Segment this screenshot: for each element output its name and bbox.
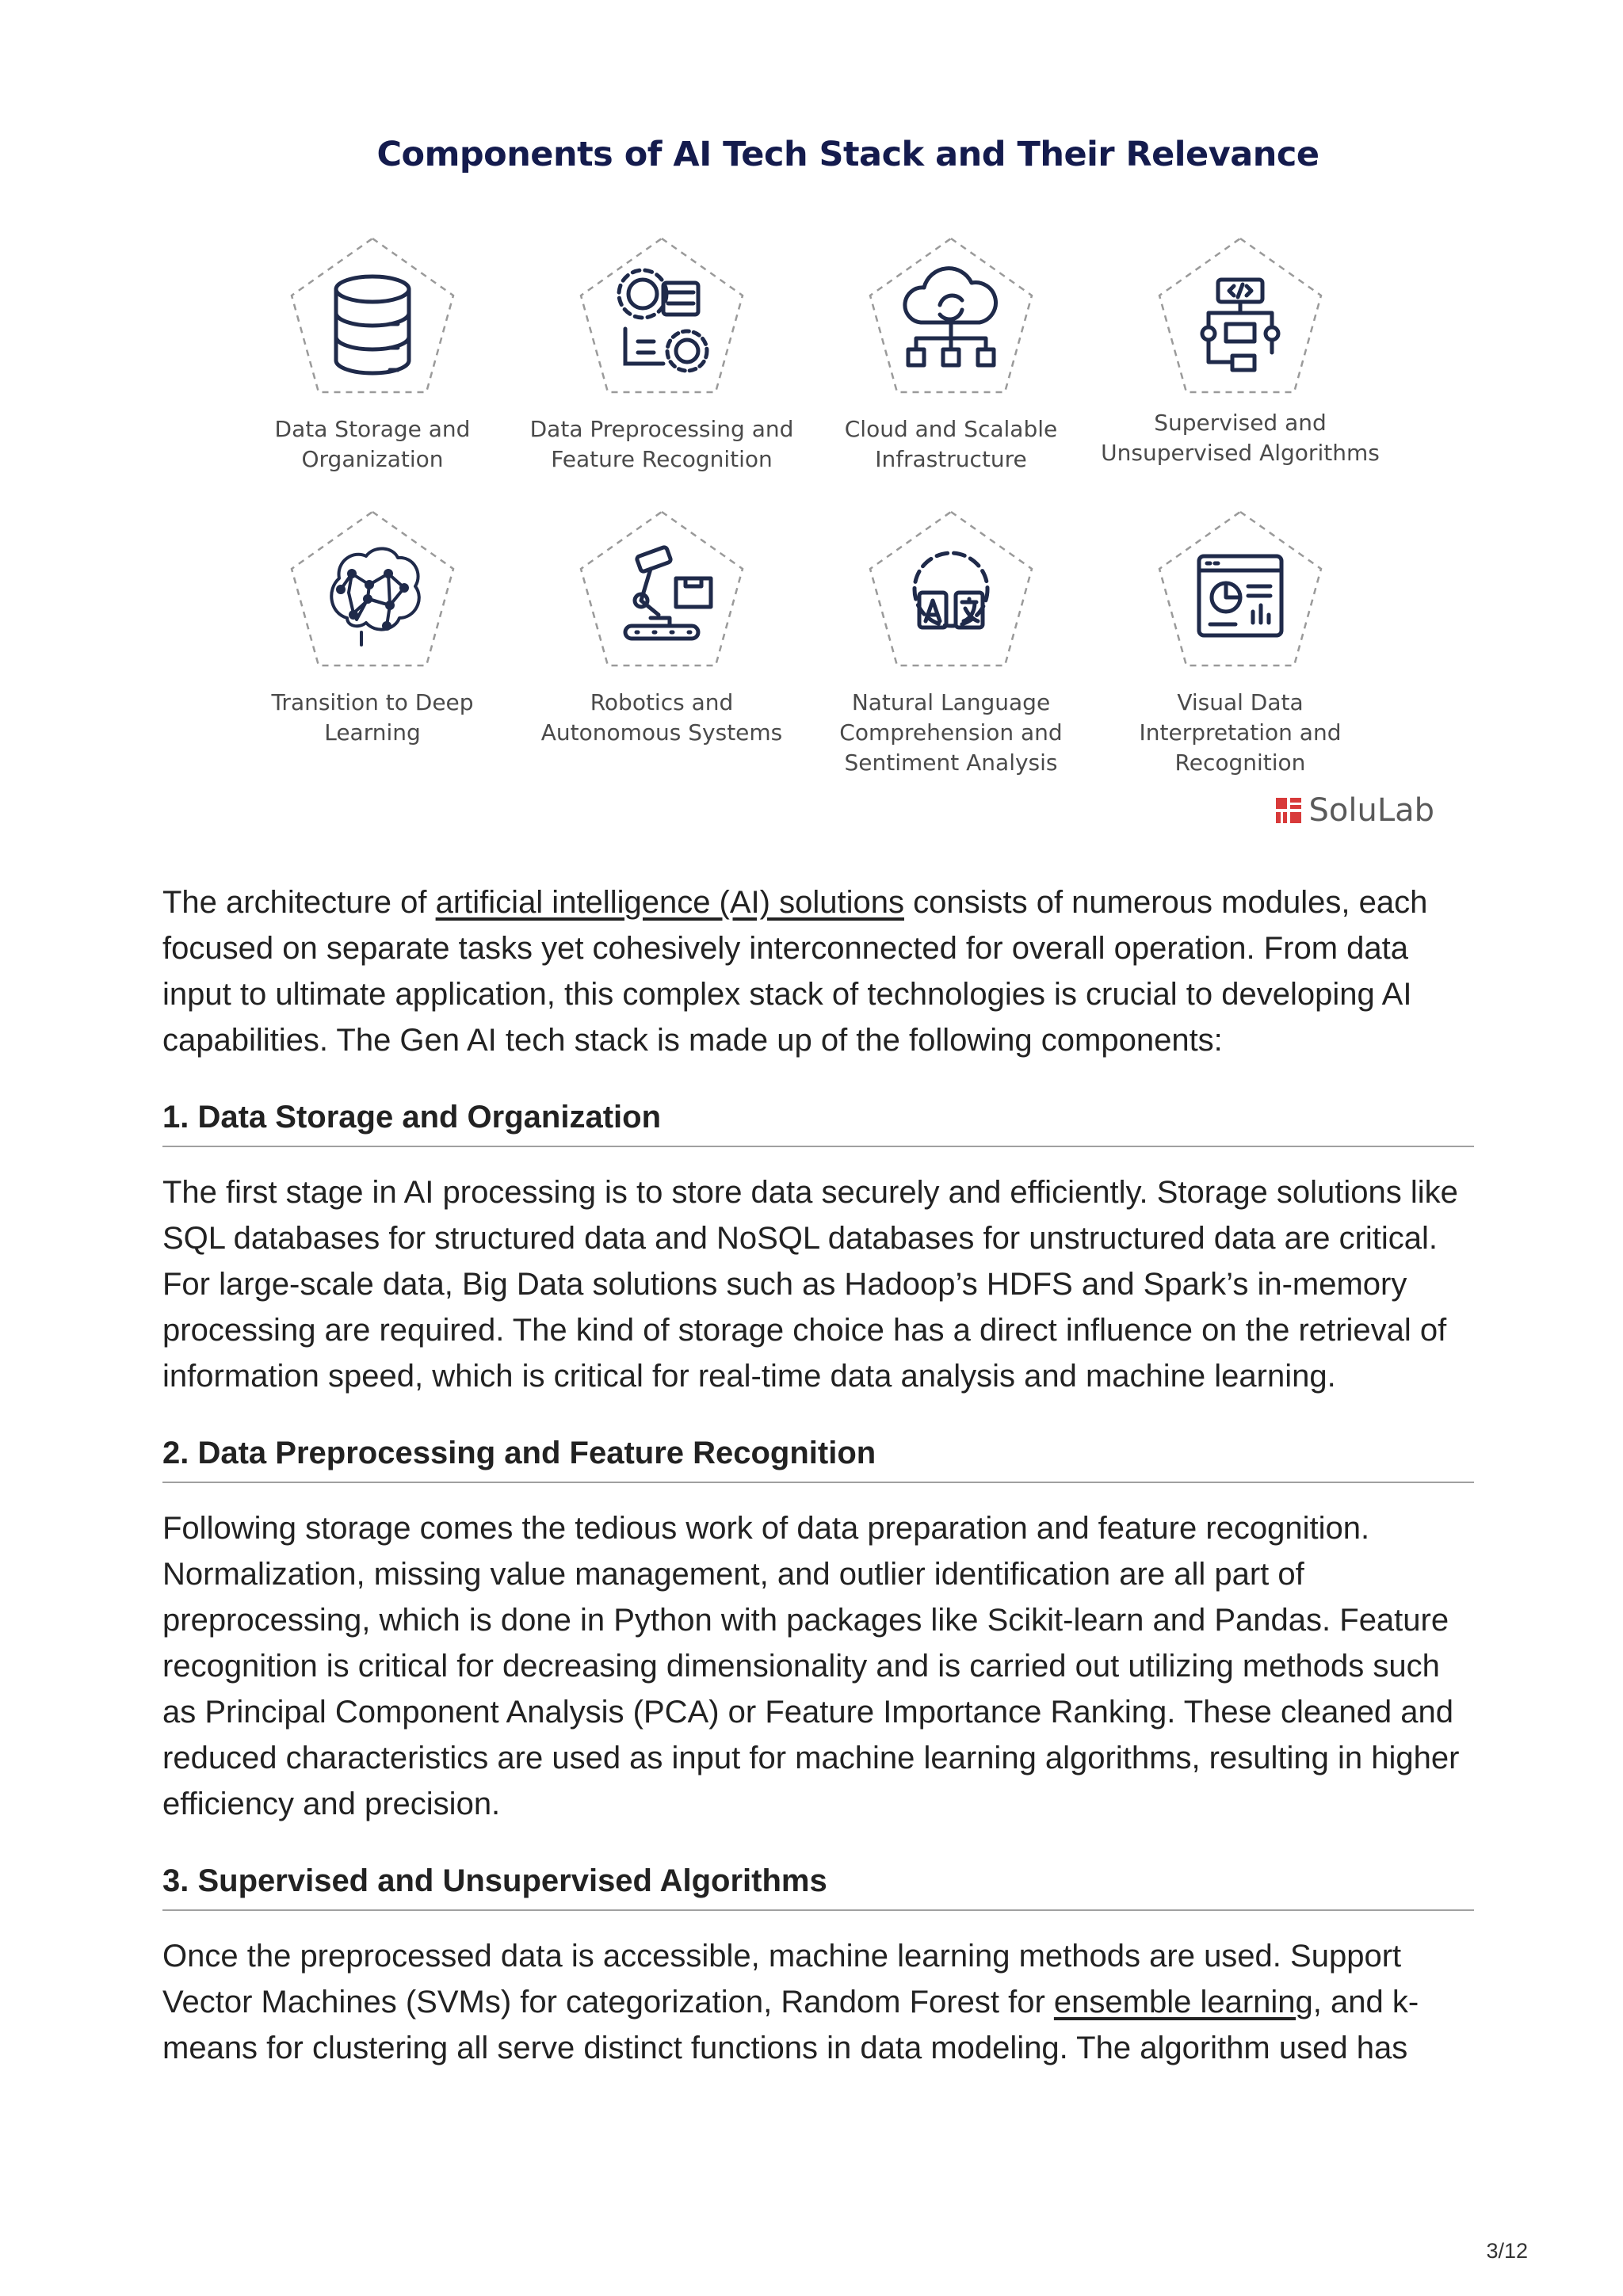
figure-title: Components of AI Tech Stack and Their Relevance (376, 135, 1319, 174)
intro-paragraph: The architecture of artificial intelligence (AI) solutions consists of numerous modules, each focused on separate tasks yet cohesively interconnected for overall operation. From data input to ultimate application, this complex stack of technologies is crucial to developing AI capabilities. The Gen AI tech stack is made up of the following components: (162, 885, 1428, 1058)
language-translate-icon (864, 507, 1038, 673)
flowchart-code-icon (1153, 234, 1327, 400)
component-label: Cloud and Scalable Infrastructure (844, 416, 1058, 472)
gears-data-icon (575, 234, 749, 400)
robot-arm-icon (575, 507, 749, 673)
article-body (162, 879, 1474, 2071)
page-number: 3/12 (1486, 2239, 1528, 2263)
component-label: Transition to Deep Learning (271, 689, 474, 746)
ensemble-learning-link[interactable]: ensemble learning (1053, 1985, 1313, 2019)
component-label: Data Preprocessing and Feature Recognition (529, 416, 794, 472)
ai-tech-stack-infographic (230, 135, 1466, 848)
component-label: Supervised and Unsupervised Algorithms (1101, 410, 1380, 466)
section-body-data-storage: The first stage in AI processing is to store data securely and efficiently. Storage solutions like SQL databases for structured data and NoSQL databases for unstructured data are critical. For large-scale data, Big Data solutions such as Hadoop’s HDFS and Spark’s in-memory processing are required. The kind of storage choice has a direct influence on the retrieval of information speed, which is critical for real-time data analysis and machine learning. (162, 1175, 1458, 1394)
component-label: Visual Data Interpretation and Recognition (1139, 689, 1342, 776)
cloud-network-icon (864, 234, 1038, 400)
component-label: Data Storage and Organization (274, 416, 471, 472)
component-label: Robotics and Autonomous Systems (540, 689, 783, 746)
component-label: Natural Language Comprehension and Sentiment Analysis (839, 689, 1063, 776)
section-heading-data-storage: 1. Data Storage and Organization (162, 1097, 1474, 1147)
neural-brain-icon (285, 507, 460, 673)
dashboard-chart-icon (1153, 507, 1327, 673)
section-heading-preprocessing: 2. Data Preprocessing and Feature Recognition (162, 1432, 1474, 1483)
ai-solutions-link[interactable]: artificial intelligence (AI) solutions (435, 885, 904, 920)
section-body-preprocessing: Following storage comes the tedious work of data preparation and feature recognition. Normalization, missing value management, and outlier identification are all part of preprocessing, which is done in Python with packages like Scikit-learn and Pandas. Feature recognition is critical for decreasing dimensionality and is carried out utilizing methods such as Principal Component Analysis (PCA) or Feature Importance Ranking. These cleaned and reduced characteristics are used as input for machine learning algorithms, resulting in higher efficiency and precision. (162, 1511, 1460, 1821)
section-heading-algorithms: 3. Supervised and Unsupervised Algorithms (162, 1860, 1474, 1911)
solulab-logo-icon (1275, 797, 1302, 824)
database-icon (285, 234, 460, 400)
section-body-algorithms: Once the preprocessed data is accessible, machine learning methods are used. Support Vector Machines (SVMs) for categorization, Random Forest for ensemble learning, and k-means for clustering all serve distinct functions in data modeling. The algorithm used has (162, 1939, 1419, 2065)
brand-name: SoluLab (1308, 792, 1434, 829)
brand-logo (1275, 792, 1434, 829)
